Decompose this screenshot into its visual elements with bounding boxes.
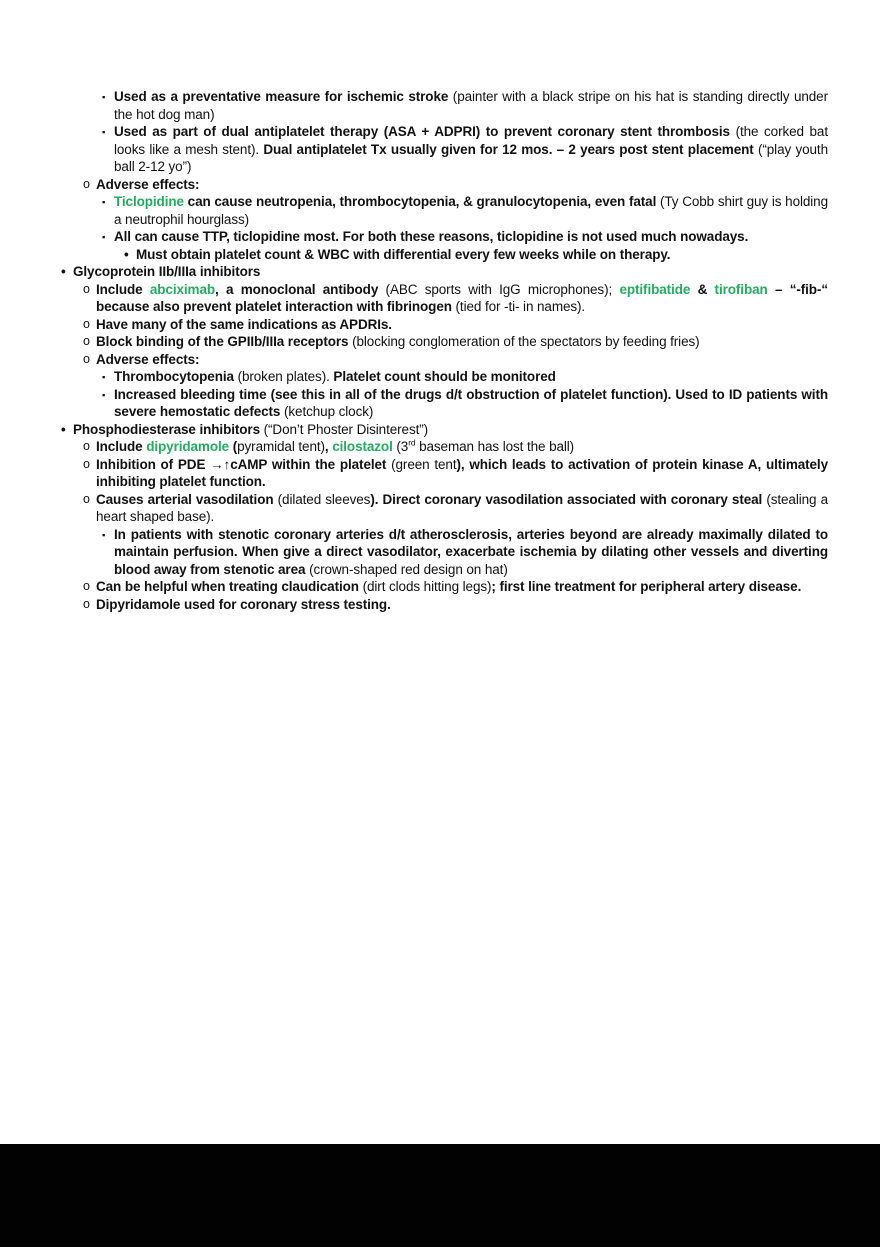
drug-name: tirofiban	[714, 281, 775, 297]
text-run: (painter with a black stripe on his hat is standing directly under the hot dog man)	[114, 89, 828, 122]
text-run: Causes arterial vasodilation	[96, 491, 278, 507]
text-run: pyramidal tent)	[237, 439, 325, 454]
text-run: (stealing a heart shaped base).	[96, 491, 829, 524]
text-run: (3	[396, 439, 409, 454]
text-run: (“play youth ball 2-12 yo”)	[114, 141, 828, 174]
bullet-marker: ▪	[102, 372, 106, 383]
text-run: Dipyridamole used for coronary stress testing.	[96, 596, 391, 612]
text-run: Adverse effects:	[96, 351, 200, 367]
bullet-marker: o	[83, 334, 90, 348]
bullet-marker: o	[83, 579, 90, 593]
text-run: – “-fib-“ because also prevent platelet interaction with fibrinogen	[96, 281, 828, 314]
bullet-marker: o	[83, 351, 90, 366]
bullet-marker: o	[83, 439, 90, 453]
text-run: Glycoprotein IIb/IIIa inhibitors	[73, 264, 261, 279]
text-run: ,	[324, 439, 333, 454]
text-run: (tied for -ti- in names).	[455, 299, 586, 314]
list-item	[0, 578, 828, 596]
text-run: Must obtain platelet count & WBC with differential every few weeks while on therapy.	[136, 246, 671, 262]
text-run: ; first line treatment for peripheral artery disease.	[491, 579, 802, 594]
bullet-marker: ▪	[102, 197, 106, 208]
bullet-marker: ▪	[102, 232, 106, 243]
bullet-marker: •	[61, 421, 66, 437]
text-run: &	[697, 281, 715, 297]
bullet-marker: o	[83, 281, 90, 296]
list-item	[0, 193, 828, 228]
text-run: , a monoclonal antibody	[215, 281, 386, 297]
text-run: Used as a preventative measure for ischemic stroke	[114, 89, 453, 104]
bullet-marker: o	[83, 456, 90, 471]
text-run: can cause neutropenia, thrombocytopenia, & granulocytopenia, even fatal	[187, 194, 660, 209]
text-run: Increased bleeding time (see this in all of the drugs d/t obstruction of platelet function). Used to ID patients with severe hemostatic defects	[114, 386, 828, 419]
text-run: All can cause TTP, ticlopidine most. For both these reasons, ticlopidine is not used much nowadays.	[114, 229, 749, 244]
bullet-marker: •	[61, 264, 66, 279]
list-item	[0, 123, 828, 176]
text-run: Include	[96, 439, 147, 454]
list-item	[0, 263, 828, 281]
bullet-marker: o	[83, 176, 90, 191]
bullet-marker: o	[83, 316, 90, 331]
list-item	[0, 228, 828, 246]
text-run: Platelet count should be monitored	[333, 369, 556, 384]
text-run: baseman has lost the ball)	[415, 439, 575, 454]
drug-name: Ticlopidine	[114, 194, 188, 209]
text-run: In patients with stenotic coronary arteries d/t atherosclerosis, arteries beyond are already maximally dilated to maintain perfusion. When give a direct vasodilator, exacerbate ischemia by dilating other vessels and diverting blood away from stenotic area	[114, 526, 828, 577]
list-item	[0, 88, 828, 123]
text-run: (ABC sports with IgG microphones);	[385, 281, 620, 297]
bullet-marker: ▪	[102, 529, 106, 541]
text-run: (the corked bat looks like a mesh stent).	[114, 124, 828, 157]
drug-name: eptifibatide	[619, 281, 698, 297]
list-item	[0, 333, 828, 351]
text-run: Have many of the same indications as APDRIs.	[96, 316, 392, 332]
notes-list	[0, 88, 880, 613]
text-run: Thrombocytopenia	[114, 369, 238, 384]
text-run: Dual antiplatelet Tx usually given for 12 mos. – 2 years post stent placement	[263, 141, 758, 157]
bullet-marker: ▪	[102, 389, 106, 401]
list-item	[0, 176, 828, 194]
text-run: (broken plates).	[237, 369, 334, 384]
drug-name: abciximab	[149, 281, 216, 297]
text-run: ), which leads to activation of protein kinase A, ultimately inhibiting platelet function.	[96, 456, 828, 489]
list-item	[0, 491, 828, 526]
list-item	[0, 351, 828, 369]
bullet-marker: ▪	[102, 127, 106, 138]
bullet-marker: o	[83, 596, 90, 611]
list-item	[0, 368, 828, 386]
text-run: (	[232, 439, 238, 454]
drug-name: cilostazol	[332, 439, 397, 454]
list-item	[0, 438, 828, 456]
text-run: rd	[408, 437, 416, 448]
text-run: (dirt clods hitting legs)	[362, 579, 492, 594]
text-run: (crown-shaped red design on hat)	[309, 561, 508, 577]
bullet-marker: ▪	[102, 92, 106, 103]
list-item	[0, 421, 828, 439]
bottom-black-area	[0, 1144, 880, 1247]
bullet-marker: •	[124, 246, 129, 262]
text-run: Block binding of the GPIIb/IIIa receptors	[96, 334, 353, 349]
list-item	[0, 281, 828, 316]
text-run: (Ty Cobb shirt guy is holding a neutrophil hourglass)	[114, 194, 829, 227]
text-run: ). Direct coronary vasodilation associated with coronary steal	[370, 491, 767, 507]
text-run: Include	[96, 281, 150, 297]
list-item	[0, 596, 828, 614]
list-item	[0, 316, 828, 334]
text-run: (blocking conglomeration of the spectators by feeding fries)	[352, 334, 700, 349]
text-run: Can be helpful when treating claudication	[96, 579, 363, 594]
text-run: (dilated sleeves	[277, 491, 371, 507]
list-item	[0, 456, 828, 491]
bullet-marker: o	[83, 491, 90, 506]
text-run: Inhibition of PDE →↑cAMP within the platelet	[96, 456, 392, 472]
list-item	[0, 526, 828, 579]
text-run: (“Don’t Phoster Disinterest”)	[263, 421, 429, 437]
text-run: Used as part of dual antiplatelet therapy (ASA + ADPRI) to prevent coronary stent thrombosis	[114, 124, 736, 139]
list-item	[0, 246, 828, 264]
list-item	[0, 386, 828, 421]
text-run: (ketchup clock)	[284, 404, 374, 419]
text-run: (green tent	[391, 456, 457, 472]
text-run: Adverse effects:	[96, 176, 200, 192]
drug-name: dipyridamole	[146, 439, 233, 454]
text-run: Phosphodiesterase inhibitors	[73, 421, 264, 437]
